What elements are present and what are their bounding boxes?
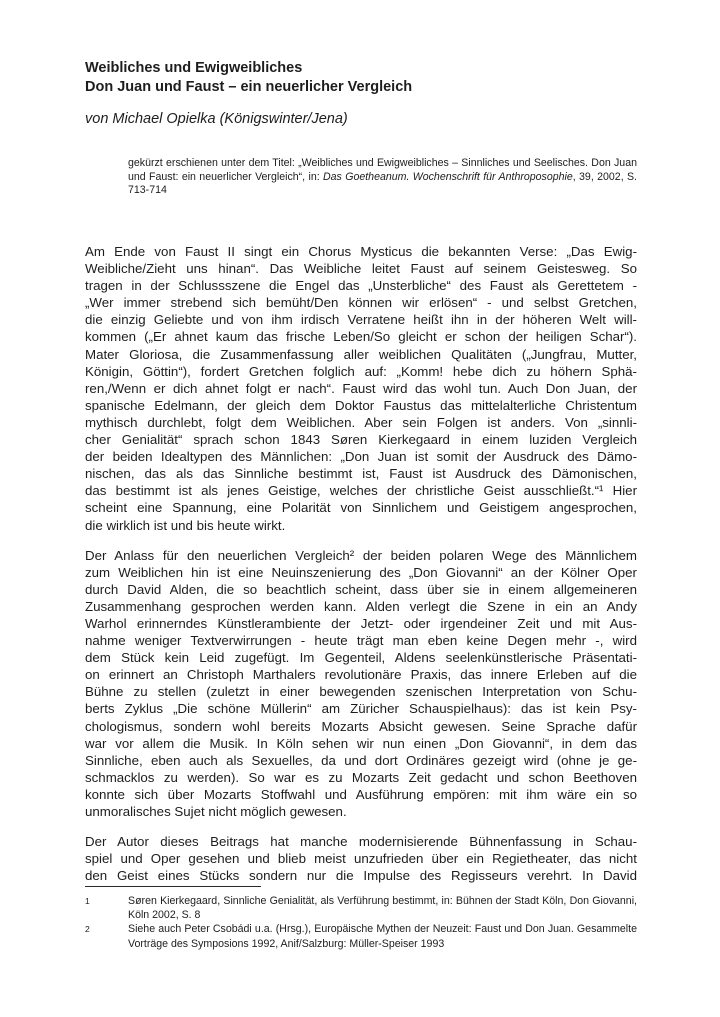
text-line: nischen, das als das Sinnliche bestimmt ist, Faust ist Ausdruck des Dämonischen, (85, 466, 637, 482)
footnote-2 (85, 922, 637, 950)
text-line: tragen in der Schlussszene die Engel das „Unsterbliche“ des Faust als Gerettetem - (85, 278, 637, 294)
text-line: den Geist eines Stücks sondern nur die Impulse des Regisseurs verehrt. In David (85, 868, 637, 884)
footnote-2-marker: 2 (85, 924, 90, 935)
text-line: der beiden Idealtypen des Männlichen: „Don Juan ist somit der Ausdruck des Dämo- (85, 449, 637, 465)
body-text (85, 243, 637, 884)
text-line: Sinnliche, eben auch als Sexuelles, da und dort Ordinäres gezeigt wird (ohne je ge- (85, 752, 637, 768)
text-line: Warhol erinnerndes Künstlerambiente der Jetzt- oder irgendeiner Zeit und mit Aus- (85, 615, 637, 631)
text-line: scheint eine Spannung, eine Polarität von Sinnlichem und Geistigem angesprochen, (85, 500, 637, 516)
text-line: on erinnert an Christoph Marthalers revolutionäre Praxis, das innere Erleben auf die (85, 667, 637, 683)
text-line: war vor allem die Musik. In Köln sehen wir nun einen „Don Giovanni“, in dem das (85, 735, 637, 751)
text-line: Bühne zu stellen (zuletzt in einer bewegenden szenischen Interpretation von Schu- (85, 684, 637, 700)
text-line: chologismus, sondern wohl bereits Mozarts Absicht gewesen. Seine Sprache dafür (85, 718, 637, 734)
text-line: Der Autor dieses Beitrags hat manche modernisierende Bühnenfassung in Schau- (85, 834, 637, 850)
title-line-1: Weibliches und Ewigweibliches (85, 60, 303, 76)
document-title (85, 59, 637, 97)
text-line: unmoralisches Sujet nicht möglich gewesen. (85, 804, 347, 819)
text-line-with-footnote-ref-1: das bestimmt ist als jenes Geistige, welches der christliche Geist ausschließt.“¹ Hier (85, 483, 637, 499)
text-line: die einzig Geliebte und von ihm irdisch Verratene heißt ihn in der höheren Welt will- (85, 312, 637, 328)
text-line: durch David Alden, die so beachtlich scheint, dass über sie in einem allgemeineren (85, 581, 637, 597)
text-line-with-footnote-ref-2: Der Anlass für den neuerlichen Vergleich² der beiden polaren Wege des Männlichem (85, 547, 637, 563)
footnote-1-marker: 1 (85, 896, 90, 906)
publication-note-journal: Das Goetheanum. Wochenschrift für Anthroposophie (323, 170, 573, 183)
text-line: konnte sich über Mozarts Stoffwahl und Ausführung empören: mit ihm wäre ein so (85, 786, 637, 802)
publication-note-pages: , 39, 2002, S. 713-714 (128, 170, 637, 197)
text-line: kommen („Er ahnet kaum das frische Leben/So gleicht er schon der heiligen Schar“). (85, 329, 637, 345)
text-line: spiel und Oper gesehen und blieb meist unzufrieden über ein Regietheater, das nicht (85, 851, 637, 867)
text-line: cher Genialität“ sprach schon 1843 Søren Kierkegaard in einem luziden Vergleich (85, 432, 637, 448)
text-line: nahme weniger Textverwirrungen - heute trägt man eben keine Degen mehr -, wird (85, 633, 637, 649)
footnote-1 (85, 894, 637, 922)
text-line: berts Zyklus „Die schöne Müllerin“ am Züricher Schauspielhaus): das ist kein Psy- (85, 701, 637, 717)
text-line: spanische Edelmann, der gleich dem Doktor Faustus das mittelalterliche Christentum (85, 397, 637, 413)
text-line: Königin, Göttin“), fordert Gretchen folglich auf: „Komm! hebe dich zu höhern Sphä- (85, 363, 637, 379)
title-line-2: Don Juan und Faust – ein neuerlicher Vergleich (85, 79, 413, 95)
text-line: „Wer immer strebend sich bemüht/Den können wir erlösen“ - und selbst Gretchen, (85, 295, 637, 311)
paragraph-2 (85, 547, 637, 821)
text-line: die wirklich ist und bis heute wirkt. (85, 517, 286, 533)
text-line: dem Stück kein Leid zugefügt. Im Gegenteil, Aldens seelenkünstlerische Präsentati- (85, 650, 637, 666)
text-line: Mater Gloriosa, die Zusammenfassung aller weiblichen Qualitäten („Jungfrau, Mutter, (85, 346, 637, 362)
text-line: mythisch durchlebt, folgt dem Weiblichen. Aber sein Folgen ist anders. Von „sinnli- (85, 414, 637, 430)
text-line: Zusammenhang gesprochen werden kann. Alden verlegt die Szene in ein an Andy (85, 598, 637, 614)
publication-note (128, 157, 637, 198)
footnotes-section (85, 886, 637, 951)
publication-note-text: gekürzt erschienen unter dem Titel: „Weibliches und Ewigweibliches – Sinnliches und Seelisches. Don Juan und Faust: ein neuerlicher Vergleich“, in: (128, 157, 637, 183)
text-line: Weibliche/Zieht uns hinan“. Das Weibliche leitet Faust auf seinem Geistesweg. So (85, 261, 637, 277)
footnote-1-text: Søren Kierkegaard, Sinnliche Genialität, als Verführung bestimmt, in: Bühnen der Stadt Köln, Don Giovanni, Köln 2002, S. 8 (128, 895, 637, 922)
author-byline: von Michael Opielka (Königswinter/Jena) (85, 111, 348, 127)
paragraph-3 (85, 833, 637, 884)
footnote-2-text: Siehe auch Peter Csobádi u.a. (Hrsg.), Europäische Mythen der Neuzeit: Faust und Don Juan. Gesammelte Vorträge des Symposions 1992, Anif/Salzburg: Müller-Speiser 1993 (128, 923, 637, 950)
paragraph-1 (85, 243, 637, 534)
text-line: Am Ende von Faust II singt ein Chorus Mysticus die bekannten Verse: „Das Ewig- (85, 244, 637, 259)
text-line: schmacklos zu werden). So war es zu Mozarts Zeit gedacht und schon Beethoven (85, 769, 637, 785)
text-line: zum Weiblichen hin ist eine Neuinszenierung des „Don Giovanni“ an der Kölner Oper (85, 564, 637, 580)
footnote-separator-rule (85, 886, 261, 887)
text-line: ren,/Wenn er dich ahnet folgt er nach“. Faust wird das wohl tun. Auch Don Juan, der (85, 380, 637, 396)
